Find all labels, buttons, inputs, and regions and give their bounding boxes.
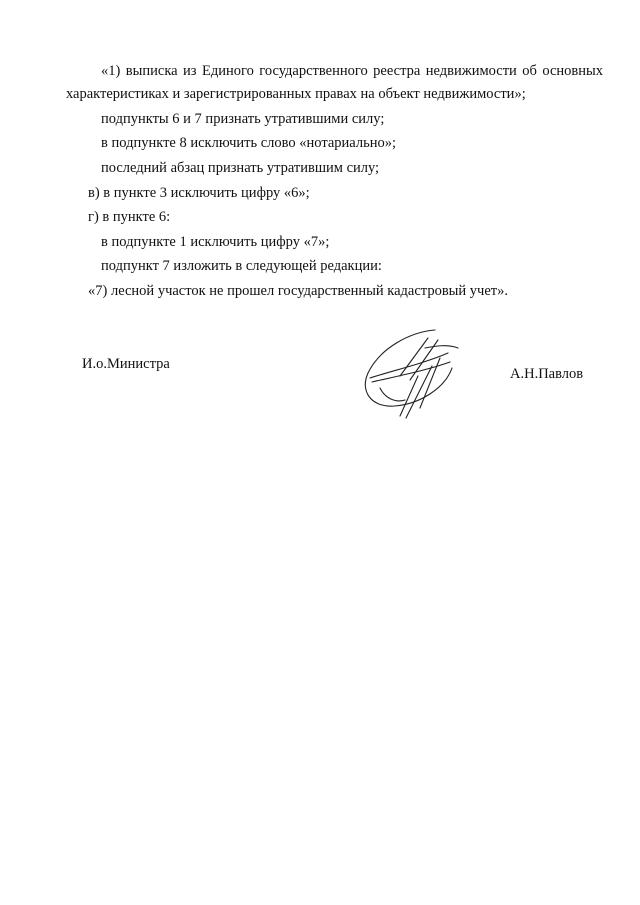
paragraph-2: подпункты 6 и 7 признать утратившими силу; <box>101 111 385 127</box>
position-title: И.о.Министра <box>82 356 170 372</box>
paragraph-9: «7) лесной участок не прошел государственный кадастровый учет». <box>88 283 508 299</box>
paragraph-5: в) в пункте 3 исключить цифру «6»; <box>88 185 310 201</box>
paragraph-6: г) в пункте 6: <box>88 209 171 225</box>
signer-name: А.Н.Павлов <box>510 366 584 382</box>
paragraph-8: подпункт 7 изложить в следующей редакции: <box>101 258 382 274</box>
paragraph-1-line-2: характеристиках и зарегистрированных правах на объект недвижимости»; <box>66 86 526 102</box>
paragraph-4: последний абзац признать утратившим силу; <box>101 160 380 176</box>
paragraph-1-line-1: «1) выписка из Единого государственного реестра недвижимости об основных <box>101 63 603 79</box>
paragraph-7: в подпункте 1 исключить цифру «7»; <box>101 234 330 250</box>
handwritten-signature <box>340 318 470 428</box>
paragraph-3: в подпункте 8 исключить слово «нотариально»; <box>101 135 396 151</box>
